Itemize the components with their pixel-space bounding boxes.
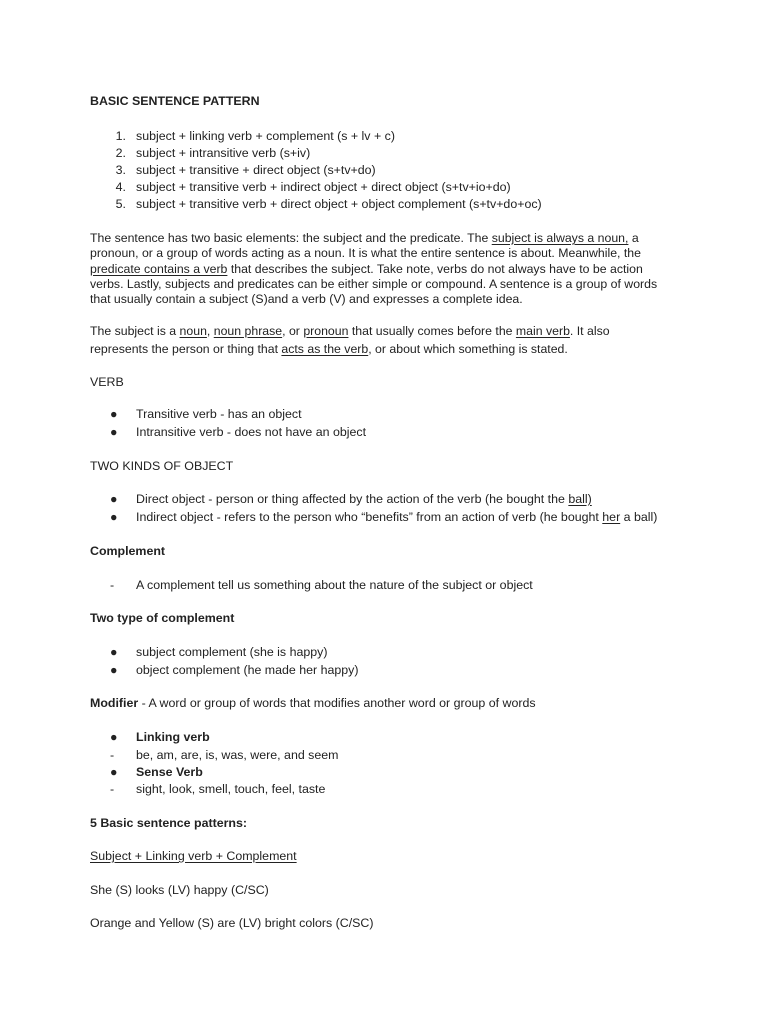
document-title: BASIC SENTENCE PATTERN bbox=[90, 94, 260, 108]
document-page: BASIC SENTENCE PATTERN 1. subject + linking verb + complement (s + lv + c) 2. subject + intransitive verb (s+iv) 3. subject + transitive + direct object (s+tv+do) 4. subject + transitive verb + indirect object + direct object (s+tv+io+do) 5. subject + transitive verb + direct object + object complement (s+tv+do+oc) The sentence has two basic elements: the subject and the predicate. The subject is always a noun, a pronoun, or a group of words acting as a noun. It is what the entire sentence is about. Meanwhile, the predicate contains a verb that describes the subject. Take note, verbs do not always have to be action verbs. Lastly, subjects and predicates can be either simple or compound. A sentence is a group of words that usually contain a subject (S)and a verb (V) and expresses a complete idea. The subject is a noun, noun phrase, or pronoun that usually comes before the main verb. It also represents the person or thing that acts as the verb, or about which something is stated. VERB ● Transitive verb - has an object ● Intransitive verb - does not have an object TWO KINDS OF OBJECT ● Direct object - person or thing affected by the action of the verb (he bought the ball) ● Indirect object - refers to the person who “benefits” from an action of verb (he bought her a ball) Complement - A complement tell us something about the nature of the subject or object Two type of complement ● subject complement (she is happy) ● object complement (he made her happy) Modifier - A word or group of words that modifies another word or group of words ● Linking verb - be, am, are, is, was, were, and seem ● Sense Verb - sight, look, smell, touch, feel, taste 5 Basic sentence patterns: Subject + Linking verb + Complement She (S) looks (LV) happy (C/SC) Orange and Yellow (S) are (LV) bright colors (C/SC) bbox=[0, 0, 768, 1024]
objects-heading: TWO KINDS OF OBJECT bbox=[90, 459, 234, 473]
five-patterns-heading: 5 Basic sentence patterns: bbox=[90, 816, 248, 830]
bullet-icon: ● bbox=[110, 425, 118, 439]
dash-icon: - bbox=[110, 578, 115, 592]
complement-types-heading: Two type of complement bbox=[90, 611, 235, 625]
dash-icon: - bbox=[110, 748, 115, 762]
verb-heading: VERB bbox=[90, 375, 124, 389]
modifier-definition: Modifier - A word or group of words that modifies another word or group of words bbox=[90, 696, 536, 710]
bullet-icon: ● bbox=[110, 765, 118, 779]
complement-heading: Complement bbox=[90, 544, 166, 558]
bullet-icon: ● bbox=[110, 492, 118, 506]
example-sentence: She (S) looks (LV) happy (C/SC) bbox=[90, 883, 269, 897]
bullet-icon: ● bbox=[110, 730, 118, 744]
bullet-icon: ● bbox=[110, 663, 118, 677]
dash-icon: - bbox=[110, 782, 115, 796]
bullet-icon: ● bbox=[110, 407, 118, 421]
paragraph-subject: The subject is a noun, noun phrase, or pronoun that usually comes before the main verb. It also represents the person or thing that acts as the verb, or about which something is stated. bbox=[90, 324, 610, 356]
example-sentence: Orange and Yellow (S) are (LV) bright colors (C/SC) bbox=[90, 916, 374, 930]
bullet-icon: ● bbox=[110, 645, 118, 659]
pattern-subheading: Subject + Linking verb + Complement bbox=[90, 849, 297, 863]
underlined-text: predicate contains a verb bbox=[90, 261, 228, 276]
bullet-icon: ● bbox=[110, 510, 118, 524]
paragraph-elements: The sentence has two basic elements: the subject and the predicate. The subject is always a noun, a pronoun, or a group of words acting as a noun. It is what the entire sentence is about. Meanwhile, the predicate contains a verb that describes the subject. Take note, verbs do not always have to be action verbs. Lastly, subjects and predicates can be either simple or compound. A sentence is a group of words that usually contain a subject (S)and a verb (V) and expresses a complete idea. bbox=[90, 231, 658, 307]
underlined-text: subject is always a noun, bbox=[491, 231, 629, 245]
